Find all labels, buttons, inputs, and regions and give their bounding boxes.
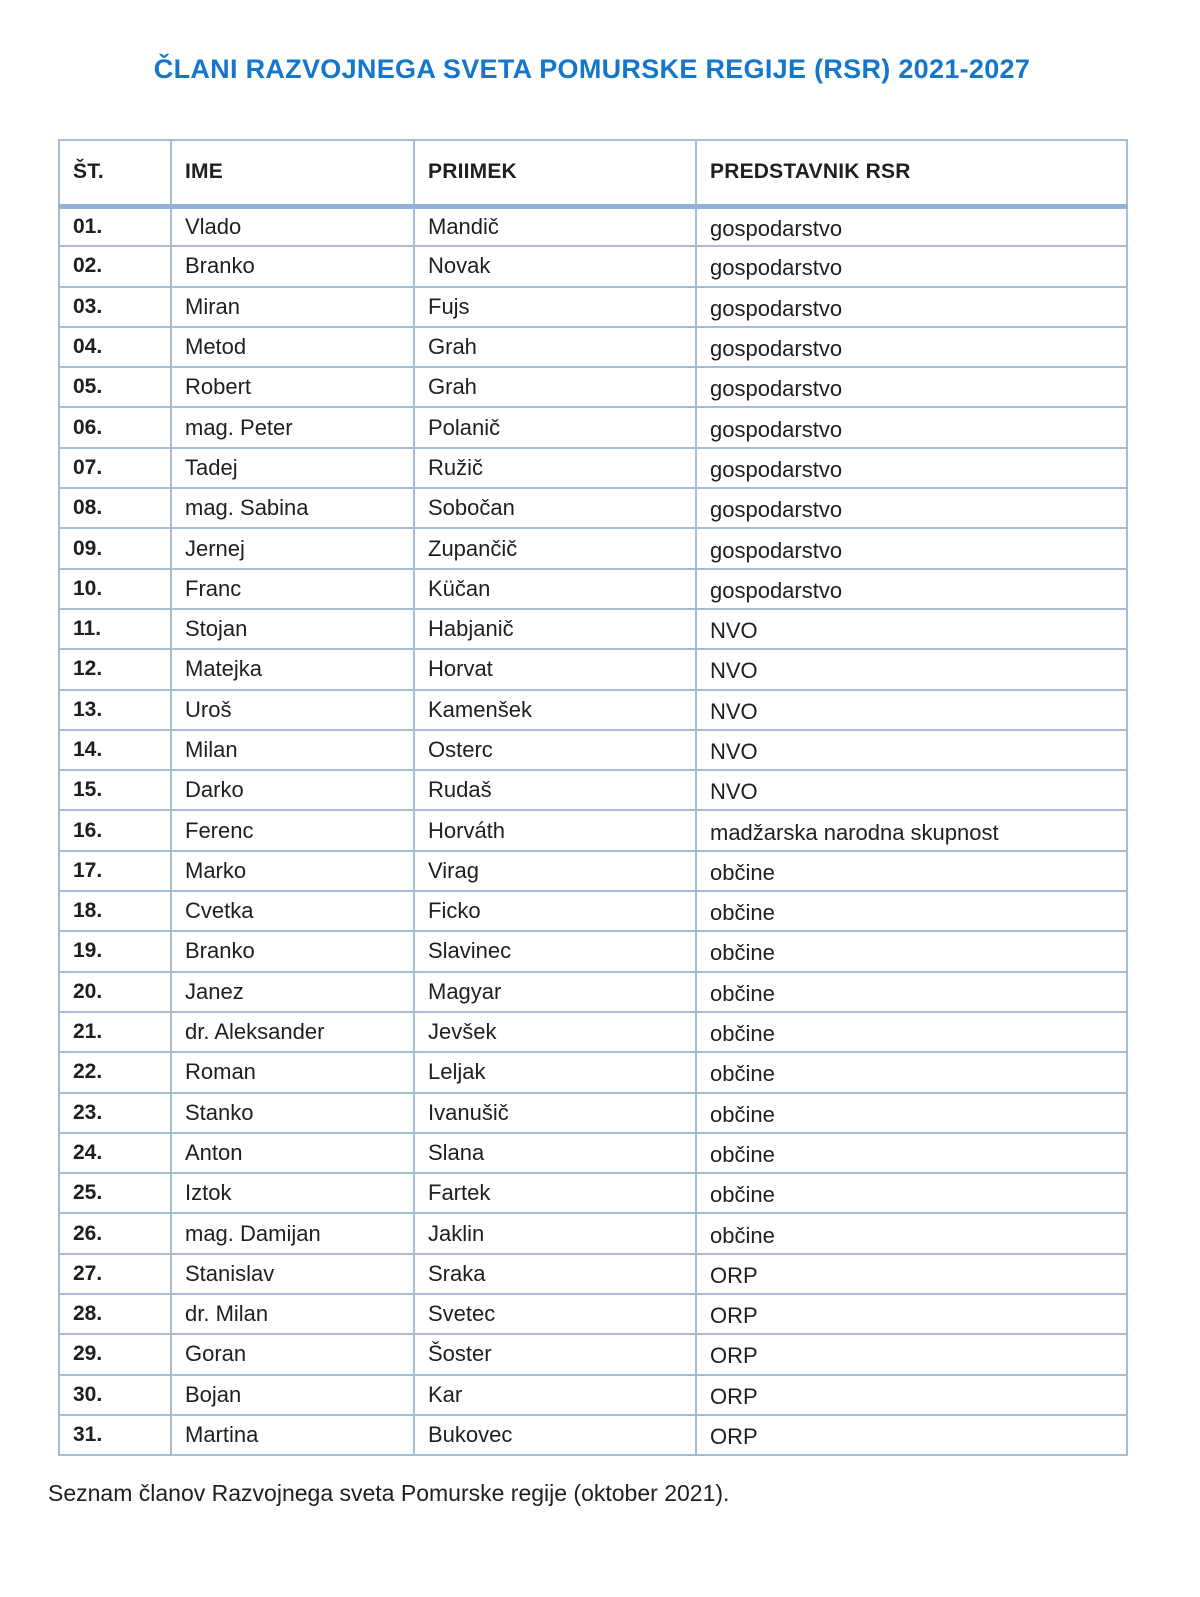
table-row	[59, 569, 1127, 609]
row-priimek: Slavinec	[414, 931, 696, 971]
row-ime: Uroš	[171, 690, 414, 730]
row-predstavnik: gospodarstvo	[696, 490, 1127, 530]
table-row	[59, 206, 1127, 246]
table-row	[59, 1254, 1127, 1294]
table-row	[59, 367, 1127, 407]
row-number: 16.	[59, 810, 171, 850]
row-number: 02.	[59, 246, 171, 286]
row-priimek: Rudaš	[414, 770, 696, 810]
table-row	[59, 327, 1127, 367]
row-predstavnik: gospodarstvo	[696, 329, 1127, 369]
row-number: 18.	[59, 891, 171, 931]
row-number: 25.	[59, 1173, 171, 1213]
row-ime: Stanko	[171, 1093, 414, 1133]
row-ime: Stojan	[171, 609, 414, 649]
row-priimek: Slana	[414, 1133, 696, 1173]
row-ime: Cvetka	[171, 891, 414, 931]
table-row	[59, 810, 1127, 850]
row-ime: Branko	[171, 931, 414, 971]
row-ime: Iztok	[171, 1173, 414, 1213]
row-ime: Robert	[171, 367, 414, 407]
column-header-predstavnik: PREDSTAVNIK RSR	[696, 140, 1127, 206]
table-row	[59, 528, 1127, 568]
row-number: 15.	[59, 770, 171, 810]
row-priimek: Mandič	[414, 206, 696, 246]
row-predstavnik: ORP	[696, 1417, 1127, 1457]
table-row	[59, 972, 1127, 1012]
table-row	[59, 246, 1127, 286]
row-ime: Milan	[171, 730, 414, 770]
column-header-priimek: PRIIMEK	[414, 140, 696, 206]
row-predstavnik: gospodarstvo	[696, 530, 1127, 570]
table-row	[59, 1052, 1127, 1092]
row-ime: dr. Milan	[171, 1294, 414, 1334]
row-ime: Franc	[171, 569, 414, 609]
row-number: 08.	[59, 488, 171, 528]
table-row	[59, 1133, 1127, 1173]
row-predstavnik: občine	[696, 1014, 1127, 1054]
row-number: 20.	[59, 972, 171, 1012]
row-predstavnik: občine	[696, 1215, 1127, 1255]
row-number: 09.	[59, 528, 171, 568]
row-predstavnik: občine	[696, 1175, 1127, 1215]
row-priimek: Kamenšek	[414, 690, 696, 730]
table-row	[59, 609, 1127, 649]
row-ime: Vlado	[171, 206, 414, 246]
row-priimek: Sobočan	[414, 488, 696, 528]
row-predstavnik: občine	[696, 974, 1127, 1014]
row-predstavnik: ORP	[696, 1256, 1127, 1296]
row-priimek: Sraka	[414, 1254, 696, 1294]
row-number: 04.	[59, 327, 171, 367]
page-title: ČLANI RAZVOJNEGA SVETA POMURSKE REGIJE (RSR) 2021-2027	[153, 54, 1031, 84]
row-ime: Roman	[171, 1052, 414, 1092]
row-priimek: Grah	[414, 327, 696, 367]
row-priimek: Virag	[414, 851, 696, 891]
table-row	[59, 1294, 1127, 1334]
row-ime: Marko	[171, 851, 414, 891]
row-predstavnik: gospodarstvo	[696, 409, 1127, 449]
row-priimek: Habjanič	[414, 609, 696, 649]
table-row	[59, 770, 1127, 810]
table-row	[59, 1213, 1127, 1253]
row-number: 23.	[59, 1093, 171, 1133]
row-number: 10.	[59, 569, 171, 609]
row-ime: Ferenc	[171, 810, 414, 850]
row-predstavnik: gospodarstvo	[696, 369, 1127, 409]
row-number: 19.	[59, 931, 171, 971]
row-number: 27.	[59, 1254, 171, 1294]
row-number: 21.	[59, 1012, 171, 1052]
row-ime: Martina	[171, 1415, 414, 1455]
row-number: 12.	[59, 649, 171, 689]
table-row	[59, 851, 1127, 891]
table-row	[59, 1093, 1127, 1133]
row-predstavnik: ORP	[696, 1336, 1127, 1376]
table-row	[59, 448, 1127, 488]
row-predstavnik: občine	[696, 933, 1127, 973]
row-priimek: Jaklin	[414, 1213, 696, 1253]
table-row	[59, 1173, 1127, 1213]
row-number: 24.	[59, 1133, 171, 1173]
table-row	[59, 690, 1127, 730]
row-priimek: Grah	[414, 367, 696, 407]
row-number: 30.	[59, 1375, 171, 1415]
row-priimek: Ficko	[414, 891, 696, 931]
row-number: 11.	[59, 609, 171, 649]
row-priimek: Horvat	[414, 649, 696, 689]
table-row	[59, 931, 1127, 971]
row-ime: Miran	[171, 287, 414, 327]
row-priimek: Leljak	[414, 1052, 696, 1092]
row-ime: Matejka	[171, 649, 414, 689]
row-priimek: Ružič	[414, 448, 696, 488]
row-predstavnik: občine	[696, 1054, 1127, 1094]
row-priimek: Magyar	[414, 972, 696, 1012]
row-priimek: Svetec	[414, 1294, 696, 1334]
row-priimek: Fujs	[414, 287, 696, 327]
row-predstavnik: občine	[696, 1135, 1127, 1175]
table-body	[59, 206, 1127, 1455]
table-row	[59, 891, 1127, 931]
table-caption: Seznam članov Razvojnega sveta Pomurske regije (oktober 2021).	[48, 1480, 730, 1507]
row-number: 14.	[59, 730, 171, 770]
row-priimek: Kar	[414, 1375, 696, 1415]
row-ime: Janez	[171, 972, 414, 1012]
row-predstavnik: NVO	[696, 732, 1127, 772]
row-predstavnik: NVO	[696, 611, 1127, 651]
row-number: 03.	[59, 287, 171, 327]
row-number: 22.	[59, 1052, 171, 1092]
row-predstavnik: ORP	[696, 1296, 1127, 1336]
row-priimek: Bukovec	[414, 1415, 696, 1455]
row-ime: Jernej	[171, 528, 414, 568]
members-table	[58, 139, 1128, 1456]
row-priimek: Novak	[414, 246, 696, 286]
table-row	[59, 649, 1127, 689]
table-row	[59, 1334, 1127, 1374]
row-ime: Goran	[171, 1334, 414, 1374]
table-row	[59, 407, 1127, 447]
row-priimek: Küčan	[414, 569, 696, 609]
row-number: 31.	[59, 1415, 171, 1455]
table-row	[59, 1012, 1127, 1052]
table-row	[59, 287, 1127, 327]
row-predstavnik: gospodarstvo	[696, 571, 1127, 611]
row-number: 26.	[59, 1213, 171, 1253]
row-number: 13.	[59, 690, 171, 730]
row-predstavnik: ORP	[696, 1377, 1127, 1417]
row-priimek: Ivanušič	[414, 1093, 696, 1133]
row-number: 28.	[59, 1294, 171, 1334]
row-ime: Branko	[171, 246, 414, 286]
row-predstavnik: gospodarstvo	[696, 248, 1127, 288]
row-predstavnik: občine	[696, 1095, 1127, 1135]
row-priimek: Zupančič	[414, 528, 696, 568]
row-priimek: Jevšek	[414, 1012, 696, 1052]
row-predstavnik: gospodarstvo	[696, 208, 1127, 248]
row-predstavnik: NVO	[696, 772, 1127, 812]
column-header-ime: IME	[171, 140, 414, 206]
table-row	[59, 1415, 1127, 1455]
row-predstavnik: občine	[696, 853, 1127, 893]
row-ime: Tadej	[171, 448, 414, 488]
row-priimek: Šoster	[414, 1334, 696, 1374]
row-ime: Stanislav	[171, 1254, 414, 1294]
row-predstavnik: NVO	[696, 692, 1127, 732]
row-predstavnik: madžarska narodna skupnost	[696, 812, 1127, 852]
table-row	[59, 1375, 1127, 1415]
row-priimek: Horváth	[414, 810, 696, 850]
table-row	[59, 730, 1127, 770]
row-ime: mag. Sabina	[171, 488, 414, 528]
row-number: 05.	[59, 367, 171, 407]
row-number: 29.	[59, 1334, 171, 1374]
row-priimek: Osterc	[414, 730, 696, 770]
row-ime: mag. Damijan	[171, 1213, 414, 1253]
row-predstavnik: gospodarstvo	[696, 450, 1127, 490]
table-header	[59, 140, 1127, 206]
row-ime: mag. Peter	[171, 407, 414, 447]
row-predstavnik: gospodarstvo	[696, 289, 1127, 329]
row-ime: dr. Aleksander	[171, 1012, 414, 1052]
row-ime: Bojan	[171, 1375, 414, 1415]
row-priimek: Fartek	[414, 1173, 696, 1213]
row-ime: Metod	[171, 327, 414, 367]
row-number: 01.	[59, 206, 171, 246]
row-number: 06.	[59, 407, 171, 447]
row-priimek: Polanič	[414, 407, 696, 447]
row-ime: Darko	[171, 770, 414, 810]
row-number: 17.	[59, 851, 171, 891]
column-header-st: ŠT.	[59, 140, 171, 206]
row-predstavnik: NVO	[696, 651, 1127, 691]
table-row	[59, 488, 1127, 528]
row-ime: Anton	[171, 1133, 414, 1173]
table-header-row	[59, 140, 1127, 206]
row-predstavnik: občine	[696, 893, 1127, 933]
row-number: 07.	[59, 448, 171, 488]
